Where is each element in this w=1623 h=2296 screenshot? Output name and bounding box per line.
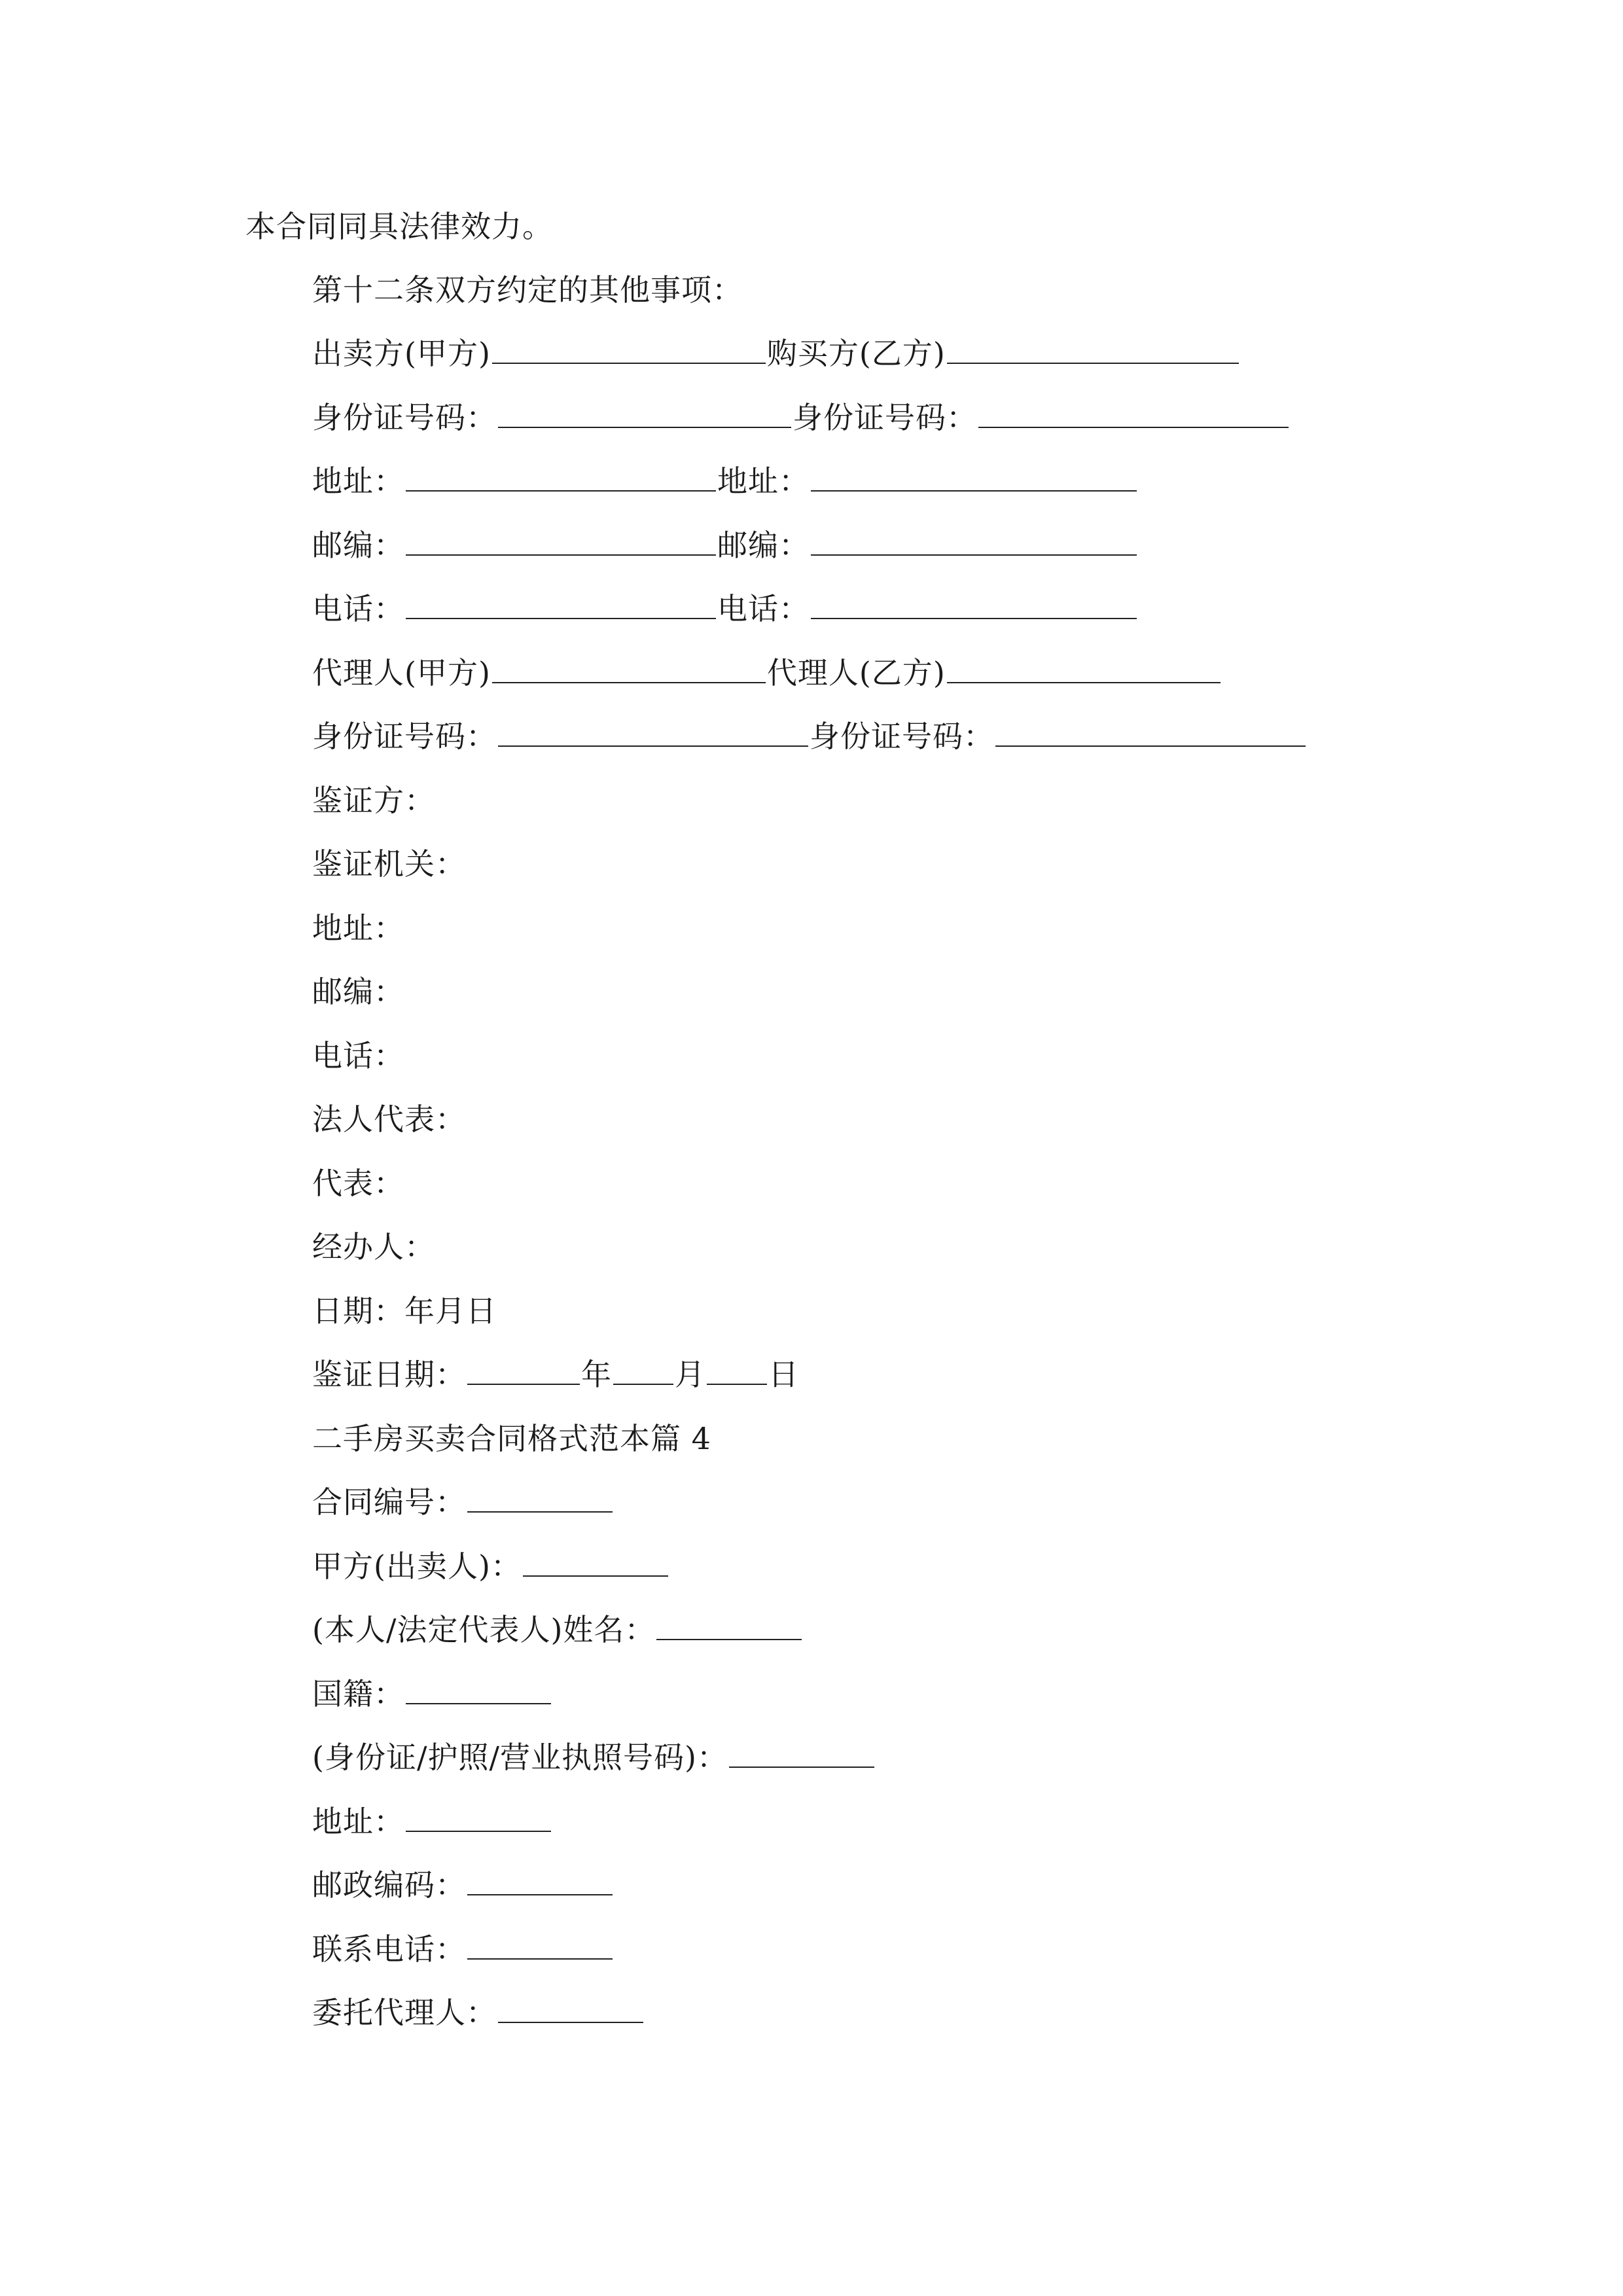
notary-date-label: 鉴证日期：: [312, 1357, 466, 1392]
post-blank-b[interactable]: [811, 526, 1137, 556]
line-address-a: [312, 1802, 552, 1841]
label: 甲方(出卖人)：: [312, 1549, 522, 1584]
agent-id-label-a: 身份证号码：: [312, 719, 497, 754]
id-passport-blank[interactable]: [729, 1738, 874, 1768]
text: 第十二条双方约定的其他事项：: [312, 272, 743, 308]
post-blank-a[interactable]: [406, 526, 716, 556]
contract-no-blank[interactable]: [467, 1482, 613, 1513]
line-contact-phone: [312, 1929, 614, 1969]
phone-label-b: 电话：: [717, 591, 810, 626]
day-blank[interactable]: [707, 1355, 767, 1385]
year-label: 年: [581, 1357, 612, 1392]
post-label-b: 邮编：: [717, 528, 810, 563]
agent-id-blank-b[interactable]: [995, 717, 1306, 747]
text: 代表：: [312, 1166, 404, 1201]
line-rep: [312, 1164, 404, 1203]
day-label: 日: [768, 1357, 799, 1392]
agent-a-blank[interactable]: [492, 653, 766, 683]
label: 合同编号：: [312, 1484, 466, 1520]
text: 本合同同具法律效力。: [245, 209, 553, 244]
line-notary-party: [312, 781, 435, 820]
buyer-label: 购买方(乙方): [766, 336, 946, 371]
line-entrusted-agent: [312, 1993, 645, 2032]
line-contract-no: [312, 1482, 614, 1522]
id-label-a: 身份证号码：: [312, 400, 497, 435]
line-notary-date: [312, 1355, 799, 1394]
seller-label: 出卖方(甲方): [312, 336, 491, 371]
agent-id-label-b: 身份证号码：: [810, 719, 994, 754]
addr-blank-b[interactable]: [811, 461, 1137, 492]
line-notary-postcode: [312, 972, 404, 1011]
address-blank[interactable]: [406, 1802, 551, 1832]
name-blank[interactable]: [656, 1610, 802, 1640]
line-name: [312, 1610, 803, 1649]
text: 地址：: [312, 910, 404, 946]
phone-label-a: 电话：: [312, 591, 404, 626]
month-label: 月: [675, 1357, 705, 1392]
entrusted-agent-blank[interactable]: [498, 1993, 643, 2023]
addr-label-b: 地址：: [717, 463, 810, 499]
line-phone: [312, 589, 1138, 628]
agent-a-label: 代理人(甲方): [312, 655, 491, 691]
label: 委托代理人：: [312, 1995, 497, 2030]
month-blank[interactable]: [613, 1355, 673, 1385]
label: (本人/法定代表人)姓名：: [312, 1612, 656, 1647]
label: 地址：: [312, 1804, 404, 1839]
line-seller-buyer: [312, 334, 1240, 373]
addr-label-a: 地址：: [312, 463, 404, 499]
phone-blank-a[interactable]: [406, 589, 716, 619]
line-effect: [245, 207, 553, 246]
line-id-passport: [312, 1738, 876, 1777]
text: 二手房买卖合同格式范本篇 4: [312, 1421, 711, 1456]
text: 日期：年月日: [312, 1293, 497, 1329]
label: (身份证/护照/营业执照号码)：: [312, 1740, 728, 1775]
label: 国籍：: [312, 1676, 404, 1712]
line-article-12: [312, 270, 743, 310]
seller-blank[interactable]: [492, 334, 766, 364]
line-nationality: [312, 1674, 552, 1713]
text: 电话：: [312, 1038, 404, 1073]
line-agents: [312, 653, 1222, 692]
id-blank-b[interactable]: [978, 398, 1289, 428]
line-legal-rep: [312, 1100, 466, 1139]
line-id-numbers: [312, 398, 1290, 437]
line-agent-ids: [312, 717, 1307, 756]
id-label-b: 身份证号码：: [793, 400, 977, 435]
agent-b-blank[interactable]: [947, 653, 1221, 683]
agent-b-label: 代理人(乙方): [766, 655, 946, 691]
line-date: [312, 1291, 497, 1331]
text: 经办人：: [312, 1229, 435, 1265]
line-address: [312, 461, 1138, 501]
label: 邮政编码：: [312, 1867, 466, 1903]
line-handler: [312, 1227, 435, 1266]
text: 邮编：: [312, 974, 404, 1009]
text: 法人代表：: [312, 1102, 466, 1137]
label: 联系电话：: [312, 1931, 466, 1967]
addr-blank-a[interactable]: [406, 461, 716, 492]
line-notary-phone: [312, 1036, 404, 1075]
nationality-blank[interactable]: [406, 1674, 551, 1704]
text: 鉴证机关：: [312, 846, 466, 882]
post-label-a: 邮编：: [312, 528, 404, 563]
line-postal-code: [312, 1865, 614, 1905]
postal-code-blank[interactable]: [467, 1865, 613, 1895]
line-notary-org: [312, 844, 466, 884]
year-blank[interactable]: [467, 1355, 580, 1385]
party-a-blank[interactable]: [523, 1547, 668, 1577]
line-party-a: [312, 1547, 669, 1586]
text: 鉴证方：: [312, 783, 435, 818]
phone-blank-b[interactable]: [811, 589, 1137, 619]
buyer-blank[interactable]: [947, 334, 1239, 364]
id-blank-a[interactable]: [498, 398, 791, 428]
line-notary-address: [312, 908, 404, 948]
agent-id-blank-a[interactable]: [498, 717, 808, 747]
line-postcode: [312, 526, 1138, 565]
contact-phone-blank[interactable]: [467, 1929, 613, 1960]
section-title: [312, 1419, 711, 1458]
